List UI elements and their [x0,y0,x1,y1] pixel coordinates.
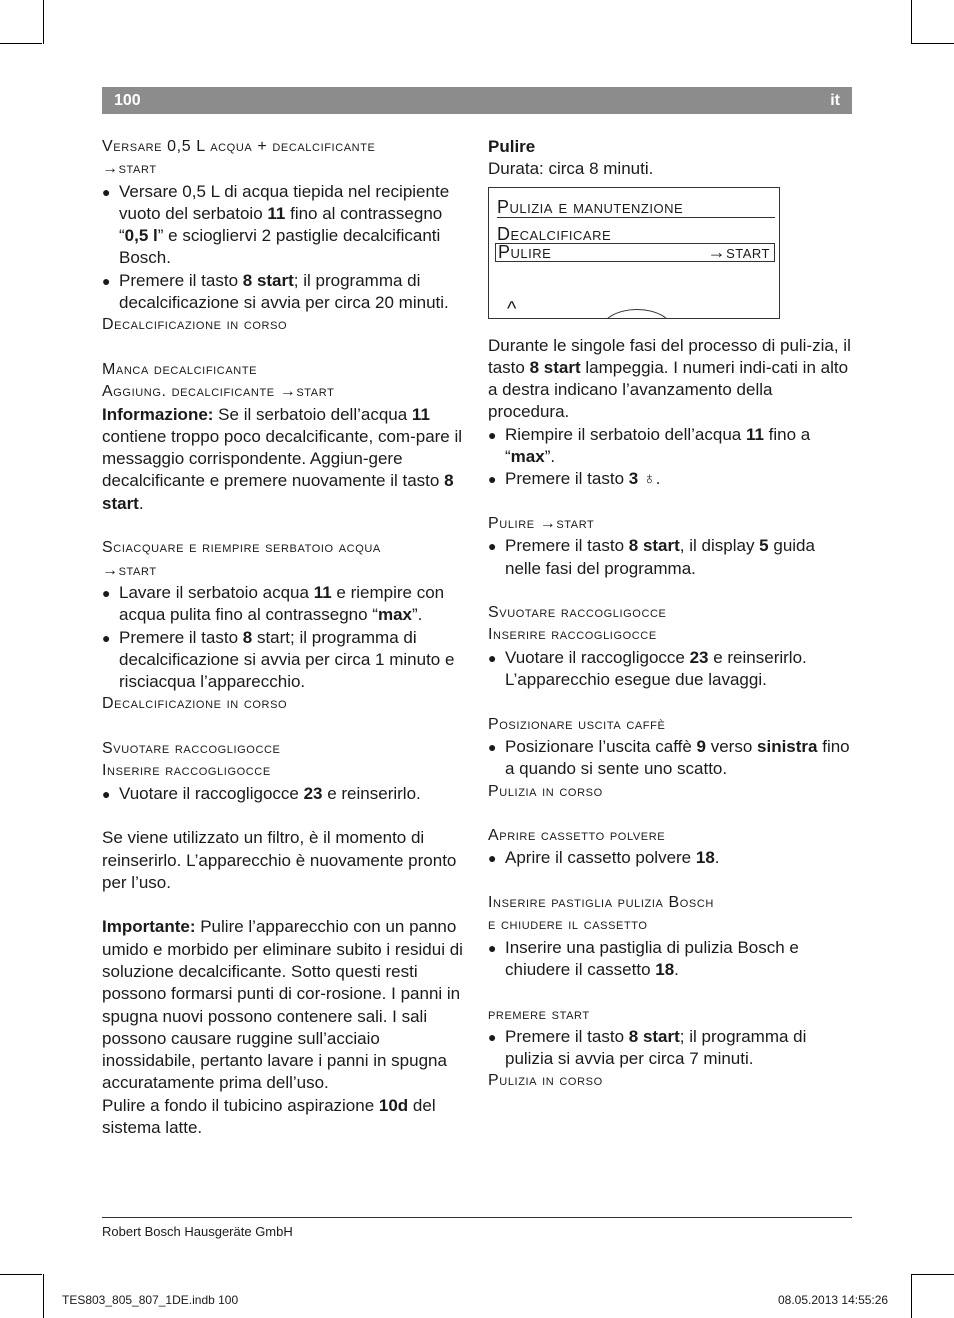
list-item: ● Premere il tasto 3 ♁. [488,468,852,490]
crop-mark [0,1274,42,1275]
list-item: ● Posizionare l’uscita caffè 9 verso sinistra fino a quando si sente uno scatto. [488,736,852,781]
step-heading: Inserire raccogligocce [488,626,657,644]
list-item: ● Premere il tasto 8 start, il display 5 guida nelle fasi del programma. [488,535,852,580]
step-heading: Versare 0,5 L acqua + decalcificante [102,138,376,155]
language-code: it [830,92,840,109]
step-heading: Posizionare uscita caffè [488,715,666,733]
status-text: Decalcificazione in corso [102,316,288,334]
info-paragraph: Informazione: Se il serbatoio dell’acqua 11 contiene troppo poco decalcificante, com-pare il messaggio corrispondente. Aggiun-gere decalcificante e premere nuovamente il tasto 8 start. [102,404,463,513]
instruction-list [488,647,852,692]
display-row: Decalcificare [497,223,612,244]
company-name: Robert Bosch Hausgeräte GmbH [102,1224,293,1239]
right-column [488,136,852,1093]
print-slug-datetime: 08.05.2013 14:55:26 [778,1293,889,1307]
instruction-list [488,736,852,781]
step-heading-cont: e chiudere il cassetto [488,916,648,934]
page-header-bar [102,87,852,114]
instruction-list [102,582,468,693]
list-item: ● Aprire il cassetto polvere 18. [488,847,852,869]
left-column [102,136,468,1139]
step-heading: premere start [488,1005,590,1023]
crop-mark [912,1274,954,1275]
step-heading: Svuotare raccogligocce [488,604,667,622]
step-heading-cont: →start [102,160,157,178]
duration-text: Durata: circa 8 minuti. [488,159,654,179]
status-text: Pulizia in corso [488,782,603,800]
step-heading: Pulire →start [488,514,595,532]
crop-mark [911,0,912,44]
display-start-action: →start [707,241,770,262]
crop-mark [43,0,44,44]
section-title: Pulire [488,137,536,156]
instruction-list [488,937,852,982]
list-item: ● Inserire una pastiglia di pulizia Bosch e chiudere il cassetto 18. [488,937,852,982]
instruction-list [488,424,852,491]
page-number: 100 [114,92,141,109]
crop-mark [911,1274,912,1318]
list-item: ● Premere il tasto 8 start; il programma di decalcificazione si avvia per circa 1 minuto e risciacqua l’apparecchio. [102,627,468,694]
footer-divider [102,1217,852,1218]
clean-icon: ♁. [638,469,661,489]
process-paragraph: Durante le singole fasi del processo di puli-zia, il tasto 8 start lampeggia. I numeri indi-cati in alto a destra indicano l’avanzamento della procedura. [488,335,851,422]
crop-mark [912,43,954,44]
instruction-list [488,847,852,869]
filter-paragraph: Se viene utilizzato un filtro, è il momento di reinserirlo. L’apparecchio è nuovamente pronto per l’uso. [102,828,457,892]
list-item: ● Premere il tasto 8 start; il programma di pulizia si avvia per circa 7 minuti. [488,1026,852,1071]
instruction-list [102,783,468,805]
instruction-list [488,1026,852,1071]
step-heading: Aggiung. decalcificante →start [102,383,335,401]
status-text: Pulizia in corso [488,1072,603,1090]
list-item: ● Versare 0,5 L di acqua tiepida nel recipiente vuoto del serbatoio 11 fino al contrassegno “0,5 l” e sciogliervi 2 pastiglie decalcificanti Bosch. [102,181,468,270]
step-heading: Svuotare raccogligocce [102,740,281,758]
milk-system-paragraph: Pulire a fondo il tubicino aspirazione 10d del sistema latte. [102,1095,436,1138]
print-slug-file: TES803_805_807_1DE.indb 100 [62,1293,239,1307]
display-row: Pulizia e manutenzione [497,197,775,218]
step-heading: Inserire raccogligocce [102,762,271,780]
display-knob-arc [601,309,673,319]
step-heading: Manca decalcificante [102,360,258,378]
list-item: ● Lavare il serbatoio acqua 11 e riempire con acqua pulita fino al contrassegno “max”. [102,582,468,627]
display-row-selected: Pulire →start [495,243,775,262]
list-item: ● Premere il tasto 8 start; il programma di decalcificazione si avvia per circa 20 minuti. [102,270,468,315]
important-paragraph: Importante: Pulire l’apparecchio con un panno umido e morbido per eliminare subito i residui di soluzione decalcificante. Sotto questi resti possono formarsi punti di cor-rosione. I panni in spugna nuovi possono contenere sali. I sali possono causare ruggine sull’acciaio inossidabile, pertanto lavare i panni in spugna accuratamente prima dell’uso. [102,917,463,1093]
list-item: ● Riempire il serbatoio dell’acqua 11 fino a “max”. [488,424,852,469]
step-heading: Inserire pastiglia pulizia Bosch [488,894,714,912]
step-heading-cont: →start [102,561,157,579]
instruction-list [102,181,468,315]
display-illustration [488,187,780,319]
status-text: Decalcificazione in corso [102,695,288,713]
crop-mark [43,1274,44,1318]
list-item: ● Vuotare il raccogligocce 23 e reinserirlo. [102,783,468,805]
step-heading: Sciacquare e riempire serbatoio acqua [102,539,381,557]
crop-mark [0,43,42,44]
caret-up-icon: ^ [507,297,517,319]
step-heading: Aprire cassetto polvere [488,827,666,845]
list-item: ● Vuotare il raccogligocce 23 e reinserirlo. L’apparecchio esegue due lavaggi. [488,647,852,692]
instruction-list [488,535,852,580]
